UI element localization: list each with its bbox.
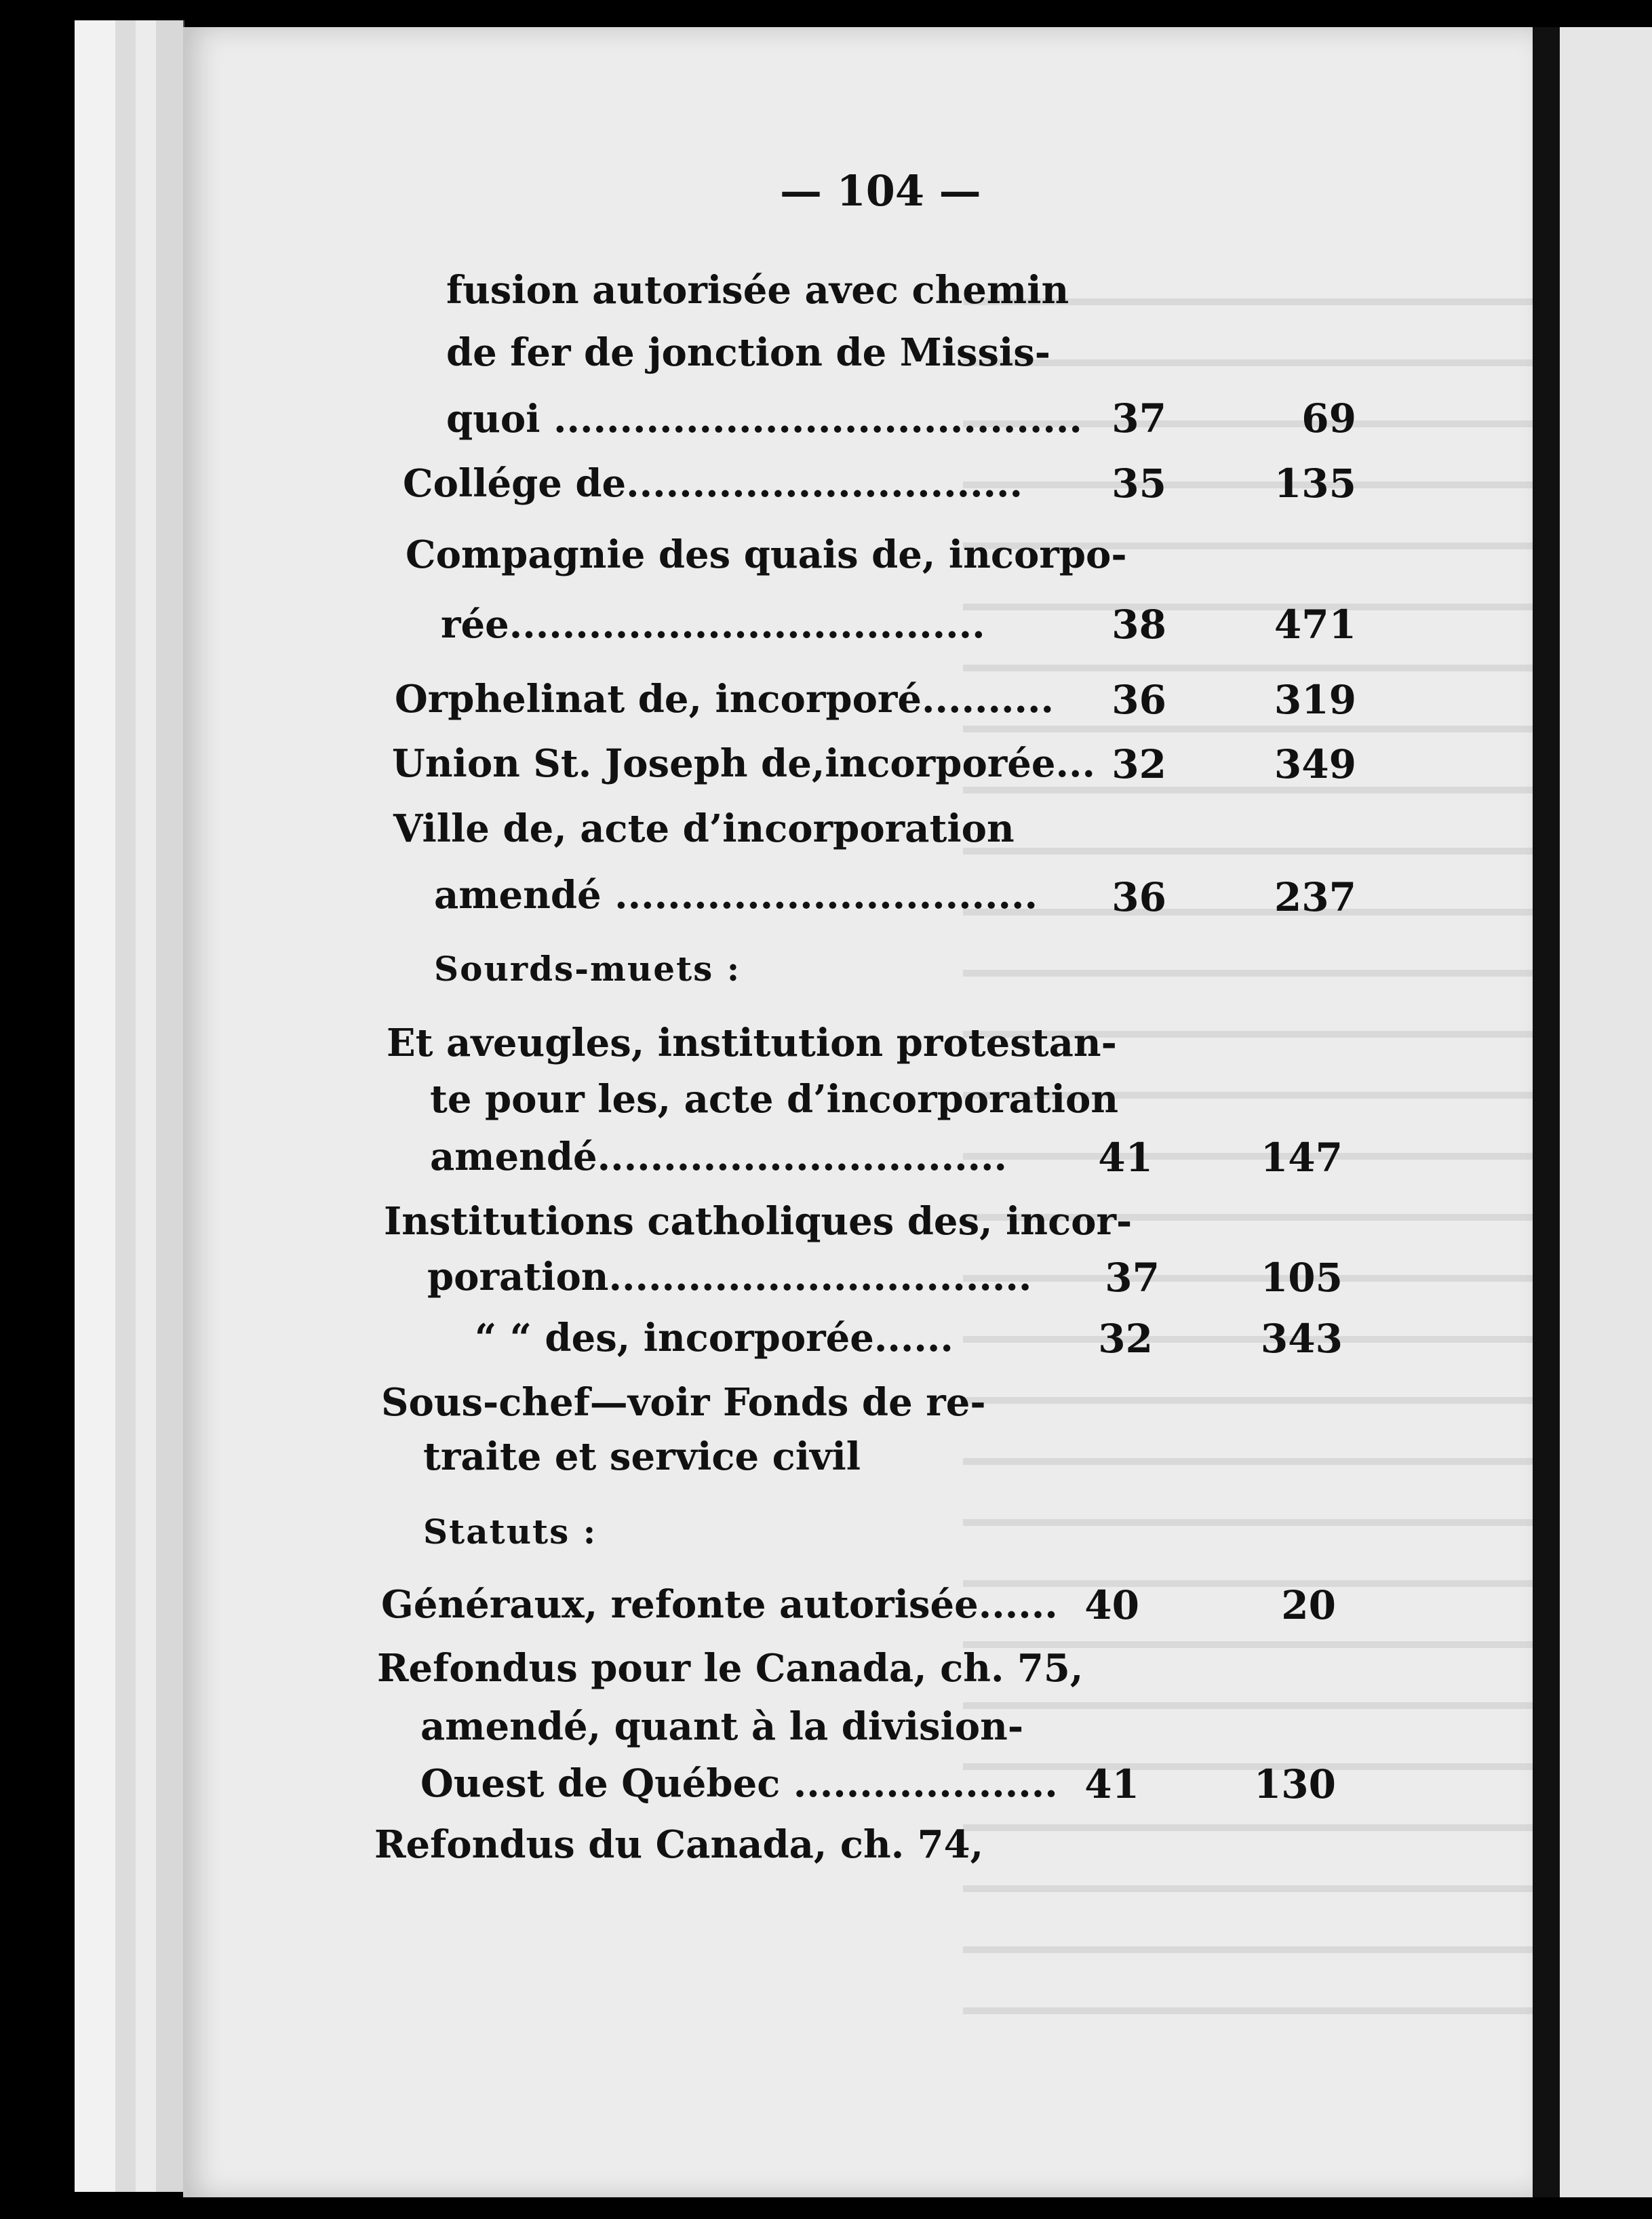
page-reference: 237 (1274, 874, 1356, 920)
volume-number: 37 (1105, 1255, 1160, 1301)
index-line: Sous-chef—voir Fonds de re- (381, 1380, 986, 1425)
page-reference: 343 (1260, 1316, 1343, 1362)
volume-number: 38 (1112, 602, 1166, 648)
index-line: Et aveugles, institution protestan- (387, 1021, 1117, 1065)
index-line: amendé, quant à la division- (420, 1704, 1024, 1749)
facing-page (1560, 27, 1652, 2197)
page-reference: 349 (1274, 741, 1356, 787)
page-edge (115, 20, 137, 2192)
index-line: Institutions catholiques des, incor- (384, 1199, 1133, 1244)
page-reference: 20 (1281, 1582, 1336, 1628)
index-line: de fer de jonction de Missis- (446, 330, 1051, 375)
index-line: traite et service civil (423, 1434, 861, 1479)
book-spine (1533, 27, 1560, 2197)
section-heading: Statuts : (423, 1512, 597, 1552)
volume-number: 36 (1112, 677, 1166, 723)
page-reference: 130 (1253, 1761, 1336, 1807)
index-line: Refondus du Canada, ch. 74, (374, 1822, 984, 1867)
page-edge (136, 20, 157, 2192)
page-reference: 135 (1274, 460, 1356, 507)
index-line: Refondus pour le Canada, ch. 75, (377, 1646, 1084, 1691)
page-edge (75, 20, 117, 2192)
index-line: Collége de.............................. (403, 461, 1023, 506)
volume-number: 41 (1098, 1135, 1153, 1181)
volume-number: 32 (1112, 741, 1166, 787)
index-line: rée.................................... (441, 602, 985, 647)
page-number: — 104 — (780, 166, 981, 216)
page-edge (156, 20, 184, 2192)
page-reference: 319 (1274, 677, 1356, 723)
index-line: Union St. Joseph de,incorporée... (392, 741, 1096, 786)
index-line: Orphelinat de, incorporé.......... (395, 677, 1055, 722)
page-reference: 147 (1260, 1135, 1343, 1181)
index-line: Généraux, refonte autorisée...... (381, 1582, 1058, 1627)
page-reference: 471 (1274, 602, 1356, 648)
index-line: poration................................ (427, 1255, 1032, 1299)
volume-number: 32 (1098, 1316, 1153, 1362)
volume-number: 40 (1084, 1582, 1139, 1628)
index-line: quoi ........................................ (446, 397, 1082, 441)
volume-number: 37 (1112, 395, 1166, 441)
volume-number: 35 (1112, 460, 1166, 507)
volume-number: 41 (1084, 1761, 1139, 1807)
volume-number: 36 (1112, 874, 1166, 920)
index-line: amendé ................................ (434, 873, 1038, 918)
index-line: Ville de, acte d’incorporation (393, 806, 1015, 851)
index-line: fusion autorisée avec chemin (446, 268, 1069, 313)
page-reference: 69 (1301, 395, 1356, 441)
index-line: Ouest de Québec .................... (420, 1761, 1058, 1806)
index-line: Compagnie des quais de, incorpo- (406, 532, 1127, 577)
index-line: te pour les, acte d’incorporation (430, 1077, 1119, 1122)
index-line: amendé............................... (430, 1135, 1008, 1179)
index-line: “ “ des, incorporée...... (475, 1316, 953, 1360)
page-reference: 105 (1260, 1255, 1343, 1301)
section-heading: Sourds-muets : (434, 949, 741, 989)
